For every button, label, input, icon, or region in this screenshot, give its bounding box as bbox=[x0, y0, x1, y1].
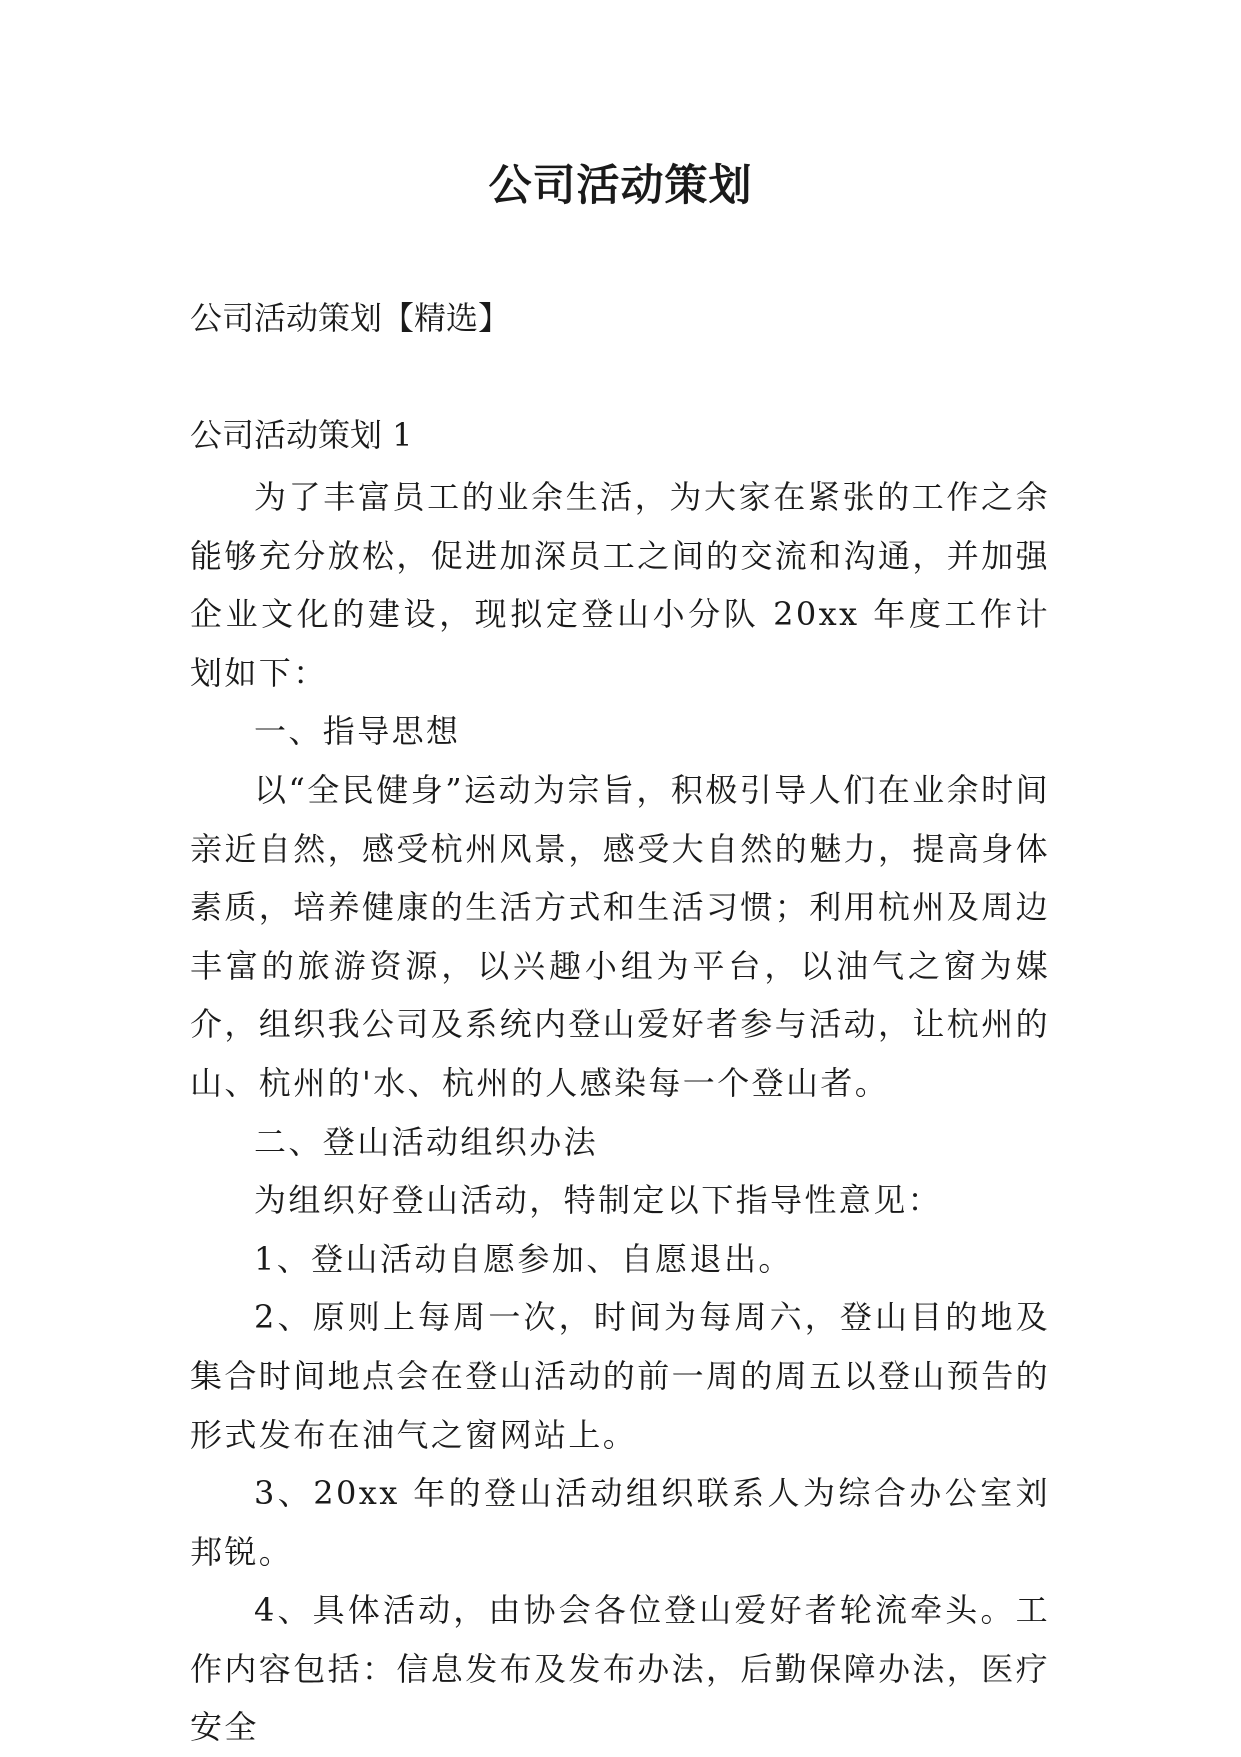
document-subtitle: 公司活动策划【精选】 bbox=[190, 299, 511, 337]
paragraph-guiding-principle: 以“全民健身”运动为宗旨，积极引导人们在业余时间亲近自然，感受杭州风景，感受大自然的魅力，提高身体素质，培养健康的生活方式和生活习惯；利用杭州及周边丰富的旅游资源，以兴趣小组为平台，以油气之窗为媒介，组织我公司及系统内登山爱好者参与活动，让杭州的山、杭州的'水、杭州的人感染每一个登山者。 bbox=[190, 770, 1051, 1102]
list-item-2: 2、原则上每周一次，时间为每周六，登山目的地及集合时间地点会在登山活动的前一周的周五以登山预告的形式发布在油气之窗网站上。 bbox=[190, 1298, 1051, 1454]
list-item-1: 1、登山活动自愿参加、自愿退出。 bbox=[254, 1239, 793, 1278]
section-title: 公司活动策划 1 bbox=[190, 416, 413, 454]
heading-guiding-principle: 一、指导思想 bbox=[254, 712, 461, 751]
paragraph-guidance: 为组织好登山活动，特制定以下指导性意见： bbox=[254, 1181, 943, 1220]
list-item-4: 4、具体活动，由协会各位登山爱好者轮流牵头。工作内容包括：信息发布及发布办法，后勤保障办法，医疗安全 bbox=[190, 1591, 1051, 1747]
list-item-3: 3、20xx 年的登山活动组织联系人为综合办公室刘邦锐。 bbox=[190, 1474, 1050, 1571]
paragraph-intro: 为了丰富员工的业余生活，为大家在紧张的工作之余能够充分放松，促进加深员工之间的交流和沟通，并加强企业文化的建设，现拟定登山小分队 20xx 年度工作计划如下： bbox=[190, 478, 1051, 692]
document-body bbox=[190, 468, 1050, 1757]
document-title: 公司活动策划 bbox=[488, 161, 753, 211]
heading-organization-method: 二、登山活动组织办法 bbox=[254, 1122, 599, 1161]
